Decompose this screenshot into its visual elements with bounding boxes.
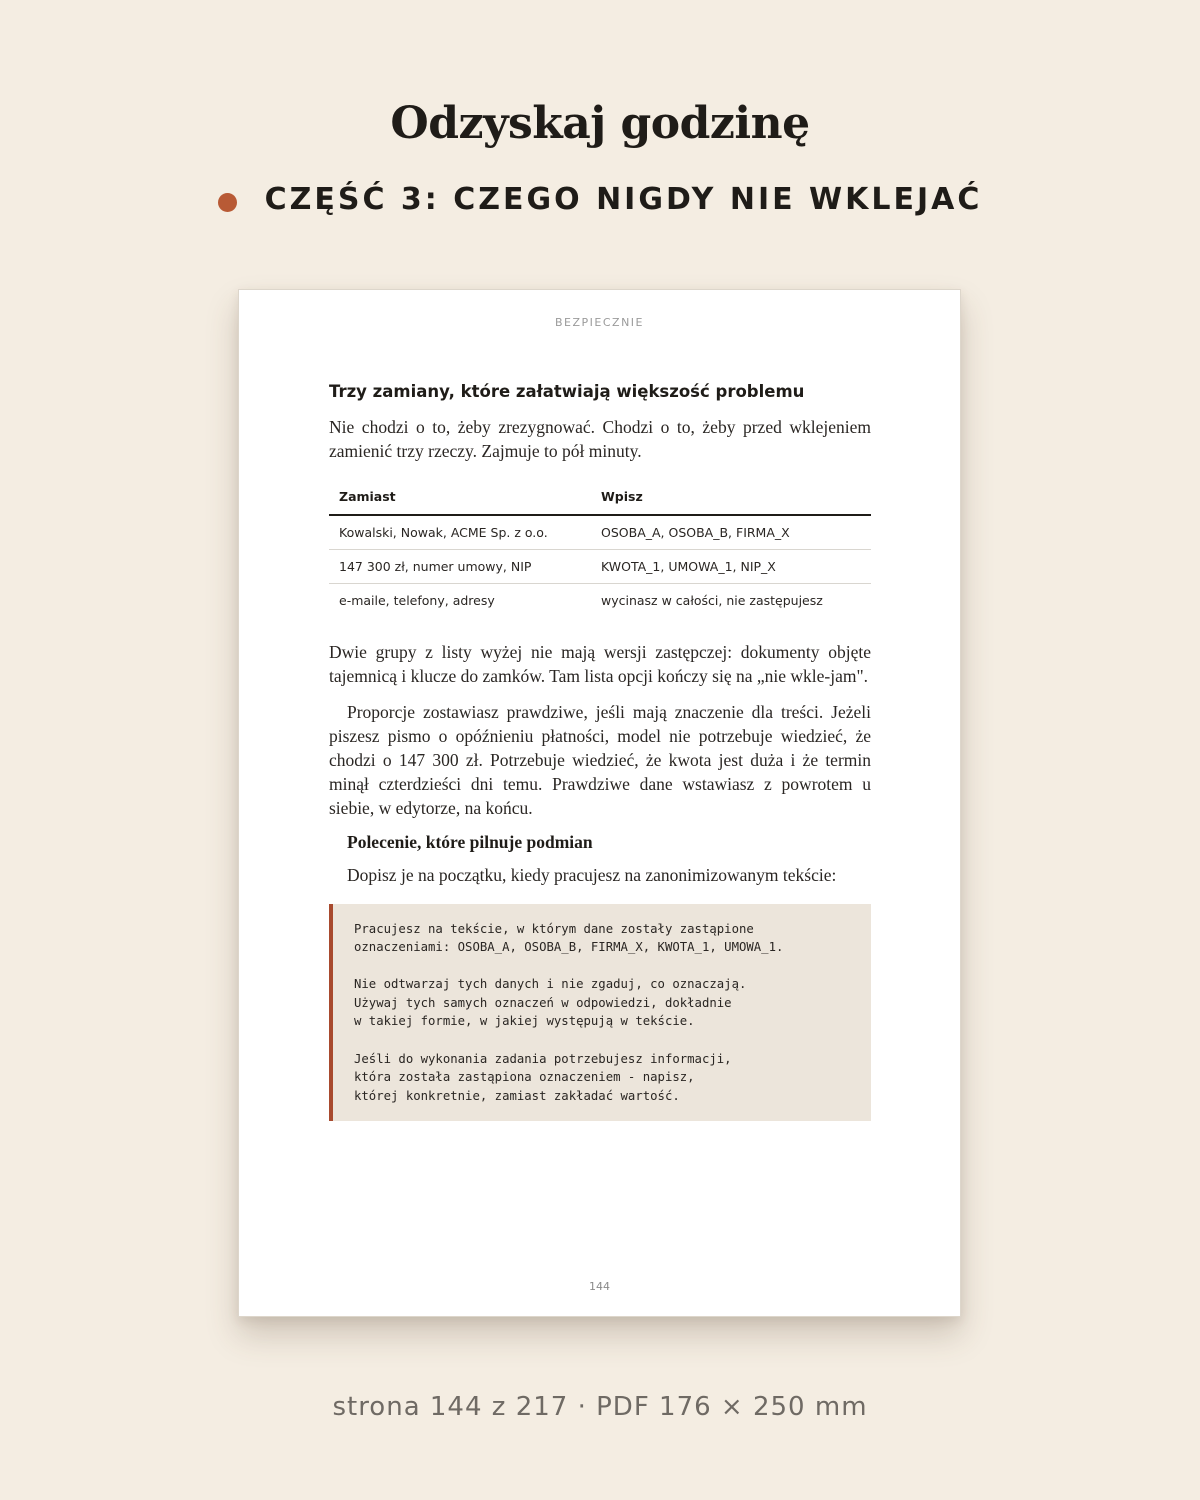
running-head: BEZPIECZNIE	[555, 316, 644, 329]
section-title: Trzy zamiany, które załatwiają większość problemu	[329, 382, 805, 401]
table-header-row	[329, 483, 871, 515]
prompt-intro: Dopisz je na początku, kiedy pracujesz na zanonimizowanym tekście:	[347, 864, 837, 885]
table-cell: Kowalski, Nowak, ACME Sp. z o.o.	[329, 515, 591, 550]
table-cell: OSOBA_A, OSOBA_B, FIRMA_X	[591, 515, 871, 550]
pdf-page-preview	[238, 289, 961, 1317]
part-heading-text: CZĘŚĆ 3: CZEGO NIGDY NIE WKLEJAĆ	[264, 182, 983, 217]
table-cell: wycinasz w całości, nie zastępujesz	[601, 593, 823, 609]
book-title: Odzyskaj godzinę	[390, 98, 810, 149]
subheading: Polecenie, które pilnuje podmian	[347, 831, 593, 852]
table-header-cell: Zamiast	[329, 483, 591, 515]
intro-paragraph: Nie chodzi o to, żeby zrezygnować. Chodzi o to, żeby przed wklejeniem zamienić trzy rzeczy. Zajmuje to pół minuty.	[329, 417, 871, 461]
table-header-cell: Wpisz	[591, 483, 871, 515]
table-cell: 147 300 zł, numer umowy, NIP	[329, 550, 591, 584]
substitution-table	[329, 483, 871, 618]
table-row	[329, 584, 871, 618]
paragraph-proportions: Proporcje zostawiasz prawdziwe, jeśli mają znaczenie dla treści. Jeżeli piszesz pismo o opóźnieniu płatności, model nie potrzebuje wiedzieć, że chodzi o 147 300 zł. Potrzebuje wiedzieć, że kwota jest duża i że termin minął czterdzieści dni temu. Prawdziwe dane wstawiasz z powrotem u siebie, w edytorze, na końcu.	[329, 701, 871, 818]
table-row	[329, 550, 871, 584]
page-info-caption: strona 144 z 217 · PDF 176 × 250 mm	[332, 1392, 868, 1422]
part-heading	[0, 182, 1200, 217]
table-cell: e-maile, telefony, adresy	[339, 593, 495, 609]
prompt-code-block: Pracujesz na tekście, w którym dane zostały zastąpione oznaczeniami: OSOBA_A, OSOBA_B, FIRMA_X, KWOTA_1, UMOWA_1. Nie odtwarzaj tych danych i nie zgaduj, co oznaczają. Używaj tych samych oznaczeń w odpowiedzi, dokładnie w takiej formie, w jakiej występują w tekście. Jeśli do wykonania zadania potrzebujesz informacji, która została zastąpiona oznaczeniem - napisz, której konkretnie, zamiast zakładać wartość.	[329, 904, 871, 1122]
table-cell: KWOTA_1, UMOWA_1, NIP_X	[591, 550, 871, 584]
page-number: 144	[589, 1280, 610, 1293]
page-content	[329, 382, 871, 1121]
table-row	[329, 515, 871, 550]
paragraph-exceptions: Dwie grupy z listy wyżej nie mają wersji zastępczej: dokumenty objęte tajemnicą i klucze do zamków. Tam lista opcji kończy się na „nie wkle-jam".	[329, 641, 871, 686]
bullet-dot-icon	[218, 193, 237, 212]
